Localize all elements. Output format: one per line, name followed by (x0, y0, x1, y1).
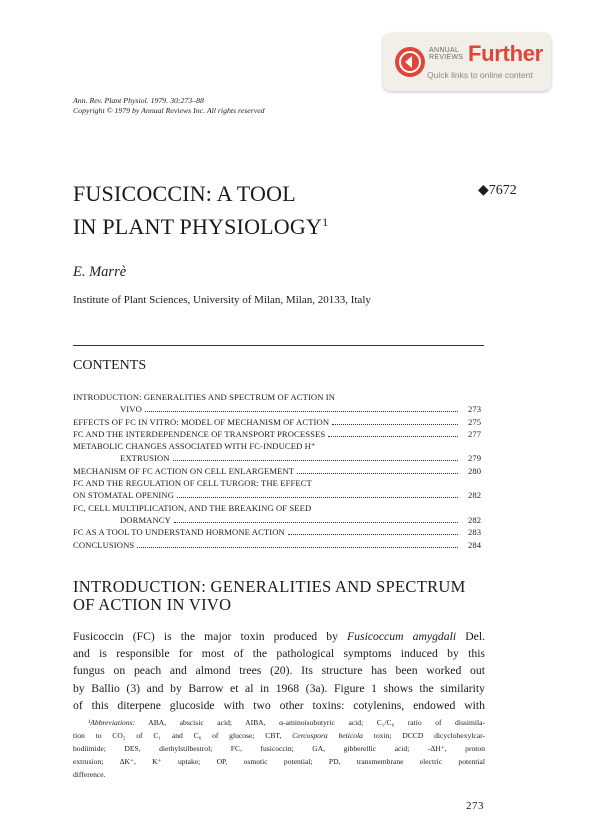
toc-entry-label: ON STOMATAL OPENING (73, 490, 174, 501)
section-heading-line: OF ACTION IN VIVO (73, 595, 232, 614)
body-line: by Ballio (3) and by Barrow et al in 1968 (3a). Figure 1 shows the similarity (73, 681, 485, 695)
toc-page-number: 279 (468, 453, 482, 464)
toc-entry[interactable] (73, 489, 488, 501)
article-number: ◆7672 (478, 183, 517, 198)
toc-entry-label: VIVO (120, 404, 142, 415)
toc-entry-label: INTRODUCTION: GENERALITIES AND SPECTRUM OF ACTION IN (73, 392, 336, 402)
toc-entry-label: DORMANCY (120, 514, 171, 525)
body-line: of this diterpene glucoside with two other toxins: cotylenins, endowed with (73, 698, 485, 712)
badge-further-label[interactable]: Further (468, 41, 543, 66)
toc-entry-label: FC AS A TOOL TO UNDERSTAND HORMONE ACTION (73, 527, 285, 538)
toc-entry-label: FC AND THE REGULATION OF CELL TURGOR: THE EFFECT (73, 478, 312, 489)
footnote (73, 716, 485, 781)
title-line-1: FUSICOCCIN: A TOOL (73, 181, 296, 206)
body-paragraph (73, 628, 485, 714)
toc-entry-label: FC, CELL MULTIPLICATION, AND THE BREAKING OF SEED (73, 502, 312, 513)
table-of-contents (73, 391, 488, 551)
copyright-line: Copyright © 1979 by Annual Reviews Inc. All rights reserved (73, 106, 265, 115)
toc-entry[interactable] (73, 514, 488, 526)
toc-entry-label: MECHANISM OF FC ACTION ON CELL ENLARGEMENT (73, 465, 295, 476)
toc-page-number: 275 (468, 416, 482, 427)
title-footnote-mark[interactable]: 1 (322, 215, 329, 229)
toc-entry-label: CONCLUSIONS (73, 539, 135, 550)
toc-leader-dots (328, 436, 458, 437)
author-name: E. Marrè (73, 264, 127, 280)
footnote-line: tion to CO₂ of C₁ and C₆ of glucose; CBT, Cercospora beticola toxin; DCCD dicyclohexylcar- (73, 731, 486, 740)
toc-entry (73, 440, 488, 452)
toc-entry-label: EXTRUSION (120, 453, 170, 464)
badge-annual-text: ANNUAL REVIEWS (429, 47, 464, 61)
page-number: 273 (466, 800, 484, 812)
further-badge[interactable] (383, 33, 551, 91)
article-title (73, 179, 328, 241)
toc-page-number: 284 (468, 539, 482, 550)
toc-entry[interactable] (73, 416, 488, 428)
toc-page-number: 282 (468, 490, 482, 501)
toc-entry-label: METABOLIC CHANGES ASSOCIATED WITH FC-INDUCED H⁺ (73, 441, 316, 452)
footnote-line: difference. (73, 770, 106, 779)
journal-citation (73, 96, 265, 116)
annual-reviews-logo-icon (395, 47, 425, 77)
footnote-line: extrusion; ΔK⁺, K⁺ uptake; OP, osmotic potential; PD, transmembrane electric potential (73, 757, 485, 766)
toc-leader-dots (137, 547, 458, 548)
toc-page-number: 282 (468, 514, 482, 525)
toc-entry[interactable] (73, 526, 488, 538)
toc-entry (73, 477, 488, 489)
toc-leader-dots (288, 534, 458, 535)
toc-entry-label: FC AND THE INTERDEPENDENCE OF TRANSPORT PROCESSES (73, 428, 326, 439)
footnote-line: ¹Abbreviations: ABA, abscisic acid; AIBA, α-aminoisobutyric acid; C₁/C₆ ratio of dissimila- (88, 718, 485, 727)
toc-leader-dots (297, 473, 458, 474)
section-heading-line: INTRODUCTION: GENERALITIES AND SPECTRUM (73, 577, 466, 596)
badge-quick-links[interactable]: Quick links to online content (427, 70, 533, 80)
toc-entry-label: EFFECTS OF FC IN VITRO: MODEL OF MECHANISM OF ACTION (73, 416, 330, 427)
toc-entry (73, 502, 488, 514)
body-line: and is responsible for most of the pathological symptoms induced by this (73, 647, 485, 661)
body-line: fungus on peach and almond trees (20). Its structure has been worked out (73, 664, 485, 678)
section-heading (73, 578, 466, 614)
footnote-line: bodiimide; DES, diethylstilbestrol; FC, fusicoccin; GA, gibberellic acid; -ΔH⁺, proton (73, 744, 485, 753)
toc-leader-dots (173, 460, 458, 461)
contents-heading: CONTENTS (73, 358, 147, 373)
toc-page-number: 280 (468, 465, 482, 476)
toc-entry[interactable] (73, 539, 488, 551)
toc-entry (73, 391, 488, 403)
toc-leader-dots (332, 424, 458, 425)
toc-entry[interactable] (73, 452, 488, 464)
divider (73, 345, 484, 346)
citation-line: Ann. Rev. Plant Physiol. 1979. 30:273–88 (73, 96, 204, 105)
title-line-2: IN PLANT PHYSIOLOGY$^1$ (73, 214, 329, 239)
author-affiliation: Institute of Plant Sciences, University of Milan, Milan, 20133, Italy (73, 294, 371, 306)
toc-leader-dots (177, 497, 458, 498)
toc-page-number: 283 (468, 527, 482, 538)
toc-page-number: 277 (468, 428, 482, 439)
toc-leader-dots (145, 411, 458, 412)
toc-page-number: 273 (468, 404, 482, 415)
toc-entry[interactable] (73, 403, 488, 415)
body-line: Fusicoccin (FC) is the major toxin produced by Fusicoccum amygdali Del. (73, 630, 486, 643)
toc-entry[interactable] (73, 428, 488, 440)
toc-entry[interactable] (73, 465, 488, 477)
toc-leader-dots (174, 522, 458, 523)
